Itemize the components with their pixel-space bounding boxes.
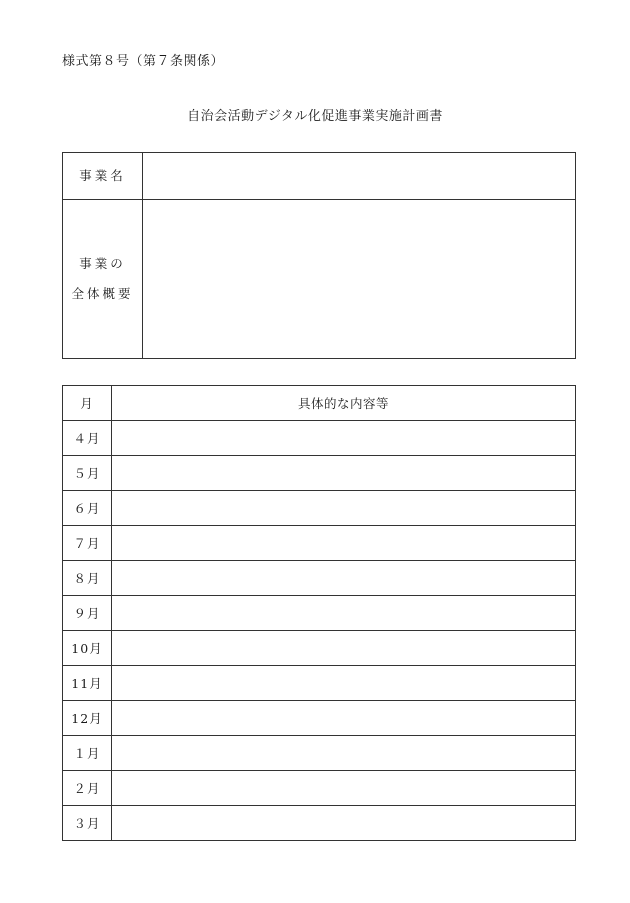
table-row: [63, 666, 576, 701]
month-label: 10月: [63, 631, 112, 666]
table-row: [63, 806, 576, 841]
plan-header-row: [63, 386, 576, 421]
month-label: ４月: [63, 421, 112, 456]
table-row: [63, 561, 576, 596]
content-field[interactable]: [112, 526, 576, 561]
project-summary-label: [63, 200, 143, 359]
table-row: [63, 771, 576, 806]
project-name-label: 事業名: [63, 153, 143, 200]
monthly-plan-table: [62, 385, 576, 841]
content-field[interactable]: [112, 806, 576, 841]
form-number: 様式第８号（第７条関係）: [62, 54, 225, 69]
table-row: [63, 456, 576, 491]
content-field[interactable]: [112, 736, 576, 771]
month-column-header: 月: [63, 386, 112, 421]
content-field[interactable]: [112, 771, 576, 806]
table-row: [63, 596, 576, 631]
month-label: １月: [63, 736, 112, 771]
overview-table: [62, 152, 576, 359]
month-label: 12月: [63, 701, 112, 736]
project-name-field[interactable]: [143, 153, 576, 200]
content-field[interactable]: [112, 666, 576, 701]
content-field[interactable]: [112, 701, 576, 736]
month-label: ２月: [63, 771, 112, 806]
month-label: ３月: [63, 806, 112, 841]
month-label: ８月: [63, 561, 112, 596]
table-row: [63, 701, 576, 736]
table-row: [63, 491, 576, 526]
month-label: ６月: [63, 491, 112, 526]
project-summary-row: [63, 200, 576, 359]
content-field[interactable]: [112, 631, 576, 666]
table-row: [63, 526, 576, 561]
month-label: ９月: [63, 596, 112, 631]
table-row: [63, 631, 576, 666]
content-field[interactable]: [112, 561, 576, 596]
table-row: [63, 421, 576, 456]
project-summary-field[interactable]: [143, 200, 576, 359]
project-name-row: [63, 153, 576, 200]
project-summary-label-line2: 全体概要: [71, 286, 134, 301]
content-field[interactable]: [112, 491, 576, 526]
month-label: 11月: [63, 666, 112, 701]
content-field[interactable]: [112, 456, 576, 491]
document-title: 自治会活動デジタル化促進事業実施計画書: [187, 109, 443, 124]
content-field[interactable]: [112, 421, 576, 456]
content-column-header: 具体的な内容等: [112, 386, 576, 421]
table-row: [63, 736, 576, 771]
content-field[interactable]: [112, 596, 576, 631]
project-summary-label-line1: 事業の: [79, 256, 126, 271]
month-label: ５月: [63, 456, 112, 491]
month-label: ７月: [63, 526, 112, 561]
